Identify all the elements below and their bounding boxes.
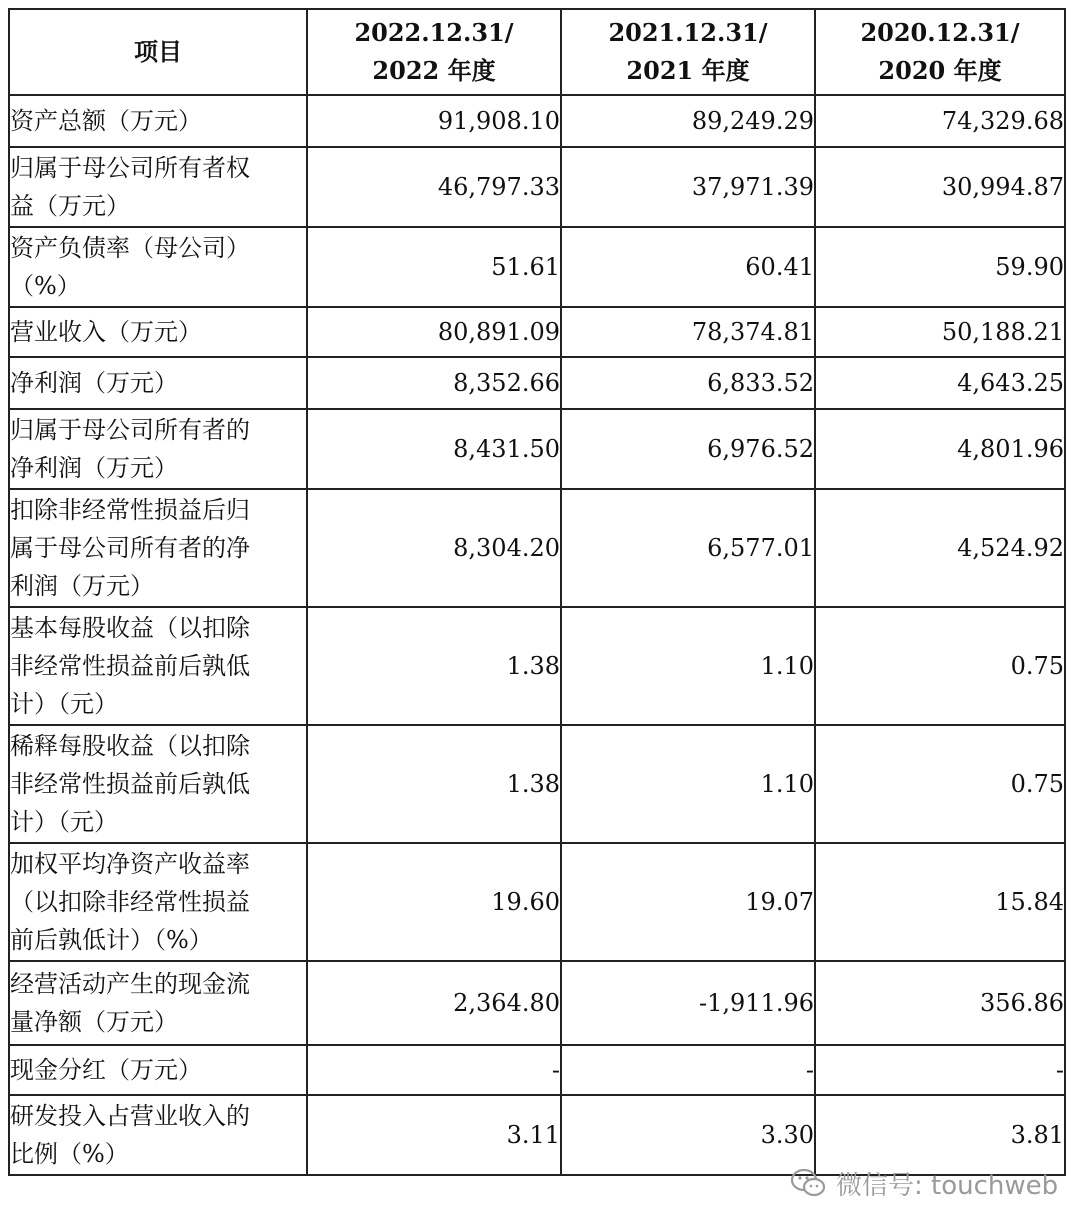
row-value: 1.38 bbox=[307, 725, 561, 843]
table-row bbox=[9, 725, 1065, 843]
row-value: 74,329.68 bbox=[815, 95, 1065, 147]
row-label-line: 属于母公司所有者的净 bbox=[10, 534, 250, 562]
row-label-line: 现金分红（万元） bbox=[10, 1056, 202, 1084]
row-label-line: 稀释每股收益（以扣除 bbox=[10, 732, 250, 760]
row-value: 1.10 bbox=[561, 607, 815, 725]
row-label-line: （以扣除非经常性损益 bbox=[10, 888, 250, 916]
row-value: 30,994.87 bbox=[815, 147, 1065, 227]
row-label bbox=[9, 307, 307, 357]
table-row bbox=[9, 607, 1065, 725]
header-2022-year: 2022 年度 bbox=[372, 56, 496, 85]
row-label-line: 归属于母公司所有者的 bbox=[10, 416, 250, 444]
table-row bbox=[9, 357, 1065, 409]
header-2020-year: 2020 年度 bbox=[878, 56, 1002, 85]
row-value: 8,431.50 bbox=[307, 409, 561, 489]
table-row bbox=[9, 147, 1065, 227]
row-label-line: 利润（万元） bbox=[10, 572, 154, 600]
row-value: 356.86 bbox=[815, 961, 1065, 1045]
row-label-line: 计）（元） bbox=[10, 808, 118, 836]
row-label-line: 比例（%） bbox=[10, 1140, 129, 1168]
row-value: 0.75 bbox=[815, 725, 1065, 843]
table-row bbox=[9, 843, 1065, 961]
table-row bbox=[9, 1045, 1065, 1095]
row-label-line: 营业收入（万元） bbox=[10, 318, 202, 346]
row-value: 6,577.01 bbox=[561, 489, 815, 607]
row-value: 78,374.81 bbox=[561, 307, 815, 357]
row-value: - bbox=[815, 1045, 1065, 1095]
row-label bbox=[9, 489, 307, 607]
header-2021-date: 2021.12.31/ bbox=[608, 18, 768, 47]
row-value: 8,352.66 bbox=[307, 357, 561, 409]
row-value: - bbox=[307, 1045, 561, 1095]
row-label bbox=[9, 725, 307, 843]
row-label bbox=[9, 843, 307, 961]
row-label-line: 研发投入占营业收入的 bbox=[10, 1102, 250, 1130]
row-value: 46,797.33 bbox=[307, 147, 561, 227]
row-label-line: 资产负债率（母公司） bbox=[10, 234, 250, 262]
row-value: 15.84 bbox=[815, 843, 1065, 961]
table-row bbox=[9, 961, 1065, 1045]
header-2021 bbox=[561, 9, 815, 95]
table-row bbox=[9, 489, 1065, 607]
row-label bbox=[9, 357, 307, 409]
row-label bbox=[9, 227, 307, 307]
row-label-line: 计）（元） bbox=[10, 690, 118, 718]
row-value: - bbox=[561, 1045, 815, 1095]
row-value: 3.81 bbox=[815, 1095, 1065, 1175]
table-row bbox=[9, 95, 1065, 147]
row-value: 19.60 bbox=[307, 843, 561, 961]
row-value: -1,911.96 bbox=[561, 961, 815, 1045]
row-value: 4,643.25 bbox=[815, 357, 1065, 409]
wechat-icon bbox=[790, 1168, 826, 1198]
table-header bbox=[9, 9, 1065, 95]
watermark-text: 微信号: touchweb bbox=[836, 1170, 1059, 1201]
row-label-line: （%） bbox=[10, 272, 81, 300]
header-2022 bbox=[307, 9, 561, 95]
row-label bbox=[9, 409, 307, 489]
row-value: 89,249.29 bbox=[561, 95, 815, 147]
row-value: 50,188.21 bbox=[815, 307, 1065, 357]
row-label bbox=[9, 1045, 307, 1095]
row-label-line: 非经常性损益前后孰低 bbox=[10, 770, 250, 798]
header-2020 bbox=[815, 9, 1065, 95]
row-value: 4,524.92 bbox=[815, 489, 1065, 607]
header-2020-date: 2020.12.31/ bbox=[860, 18, 1020, 47]
row-value: 1.10 bbox=[561, 725, 815, 843]
row-label bbox=[9, 147, 307, 227]
row-value: 6,833.52 bbox=[561, 357, 815, 409]
row-value: 3.11 bbox=[307, 1095, 561, 1175]
row-value: 60.41 bbox=[561, 227, 815, 307]
row-label-line: 资产总额（万元） bbox=[10, 107, 202, 135]
row-label-line: 前后孰低计）（%） bbox=[10, 926, 213, 954]
row-value: 2,364.80 bbox=[307, 961, 561, 1045]
row-label-line: 基本每股收益（以扣除 bbox=[10, 614, 250, 642]
row-label-line: 净利润（万元） bbox=[10, 454, 178, 482]
header-2022-date: 2022.12.31/ bbox=[354, 18, 514, 47]
row-value: 19.07 bbox=[561, 843, 815, 961]
row-value: 1.38 bbox=[307, 607, 561, 725]
row-label bbox=[9, 95, 307, 147]
row-label-line: 益（万元） bbox=[10, 192, 130, 220]
table-row bbox=[9, 227, 1065, 307]
header-2021-year: 2021 年度 bbox=[626, 56, 750, 85]
row-value: 6,976.52 bbox=[561, 409, 815, 489]
row-label-line: 量净额（万元） bbox=[10, 1008, 178, 1036]
header-item bbox=[9, 9, 307, 95]
row-label-line: 净利润（万元） bbox=[10, 369, 178, 397]
row-value: 4,801.96 bbox=[815, 409, 1065, 489]
table-row bbox=[9, 409, 1065, 489]
row-value: 3.30 bbox=[561, 1095, 815, 1175]
row-label bbox=[9, 961, 307, 1045]
row-value: 80,891.09 bbox=[307, 307, 561, 357]
row-label-line: 经营活动产生的现金流 bbox=[10, 970, 250, 998]
row-value: 8,304.20 bbox=[307, 489, 561, 607]
row-value: 0.75 bbox=[815, 607, 1065, 725]
financial-table bbox=[8, 8, 1066, 1176]
row-label-line: 非经常性损益前后孰低 bbox=[10, 652, 250, 680]
watermark bbox=[790, 1163, 1058, 1203]
row-value: 59.90 bbox=[815, 227, 1065, 307]
row-label-line: 加权平均净资产收益率 bbox=[10, 850, 250, 878]
row-value: 37,971.39 bbox=[561, 147, 815, 227]
row-label bbox=[9, 1095, 307, 1175]
header-item-label: 项目 bbox=[134, 37, 182, 66]
row-label-line: 归属于母公司所有者权 bbox=[10, 154, 250, 182]
row-value: 91,908.10 bbox=[307, 95, 561, 147]
header-row bbox=[9, 9, 1065, 95]
table-row bbox=[9, 307, 1065, 357]
row-label-line: 扣除非经常性损益后归 bbox=[10, 496, 250, 524]
row-value: 51.61 bbox=[307, 227, 561, 307]
row-label bbox=[9, 607, 307, 725]
table-body bbox=[9, 95, 1065, 1175]
